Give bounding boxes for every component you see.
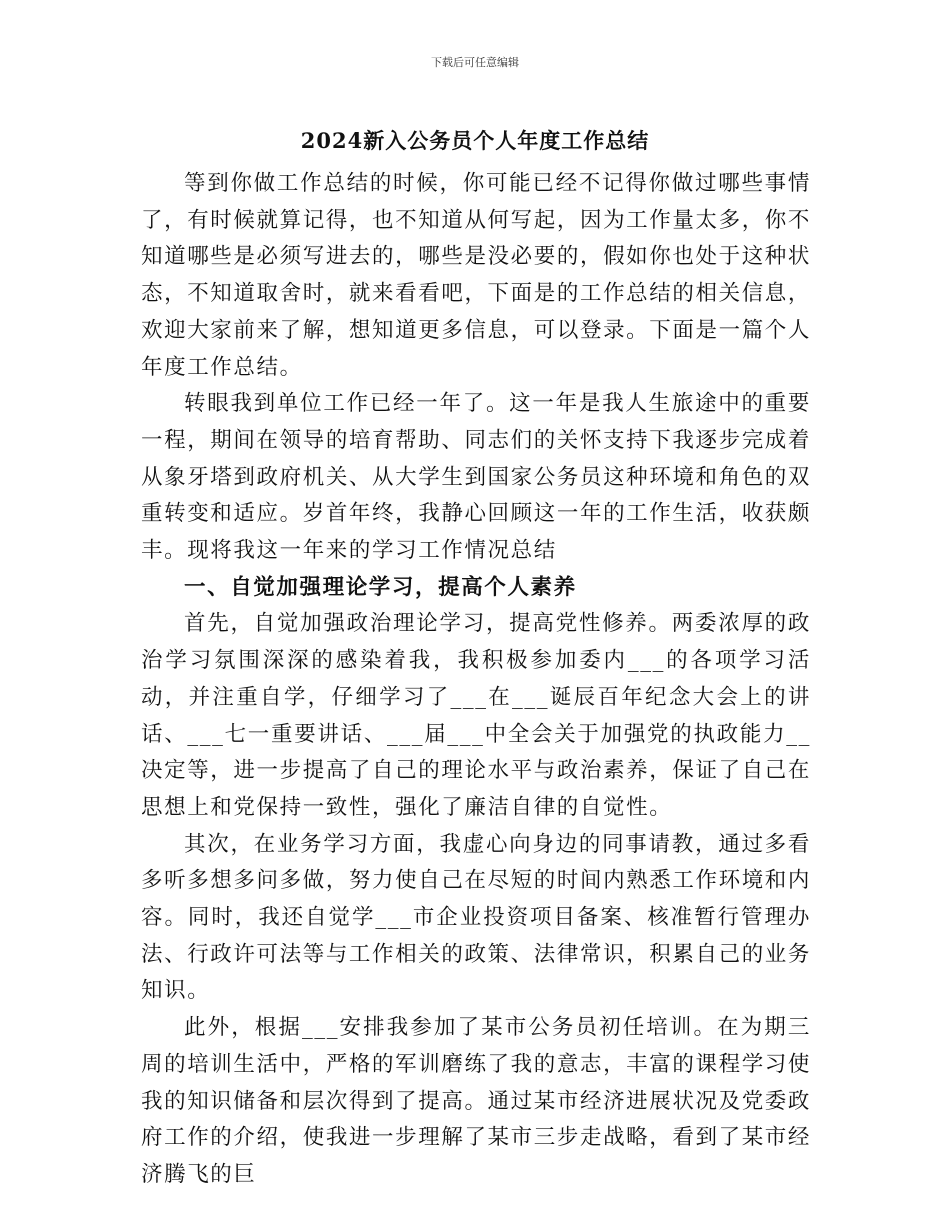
header-note: 下载后可任意编辑 bbox=[431, 56, 519, 69]
section-heading-1: 一、自觉加强理论学习，提高个人素养 bbox=[184, 574, 577, 600]
paragraph-overview: 转眼我到单位工作已经一年了。这一年是我人生旅途中的重要一程，期间在领导的培育帮助、同志们的关怀支持下我逐步完成着从象牙塔到政府机关、从大学生到国家公务员这种环境和角色的双重转变和适应。岁首年终，我静心回顾这一年的工作生活，收获颇丰。现将我这一年来的学习工作情况总结 bbox=[141, 391, 811, 564]
paragraph-training: 此外，根据___安排我参加了某市公务员初任培训。在为期三周的培训生活中，严格的军训磨练了我的意志，丰富的课程学习使我的知识储备和层次得到了提高。通过某市经济进展状况及党委政府工作的介绍，使我进一步理解了某市三步走战略，看到了某市经济腾飞的巨 bbox=[141, 1015, 811, 1187]
document-title: 2024新入公务员个人年度工作总结 bbox=[300, 128, 650, 153]
paragraph-intro: 等到你做工作总结的时候，你可能已经不记得你做过哪些事情了，有时候就算记得，也不知道从何写起，因为工作量太多，你不知道哪些是必须写进去的，哪些是没必要的，假如你也处于这种状态，不知道取舍时，就来看看吧，下面是的工作总结的相关信息，欢迎大家前来了解，想知道更多信息，可以登录。下面是一篇个人年度工作总结。 bbox=[141, 171, 811, 380]
document-body bbox=[141, 166, 811, 1194]
paragraph-business-study: 其次，在业务学习方面，我虚心向身边的同事请教，通过多看多听多想多问多做，努力使自己在尽短的时间内熟悉工作环境和内容。同时，我还自觉学___市企业投资项目备案、核准暂行管理办法、行政许可法等与工作相关的政策、法律常识，积累自己的业务知识。 bbox=[141, 831, 811, 1004]
paragraph-political-study: 首先，自觉加强政治理论学习，提高党性修养。两委浓厚的政治学习氛围深深的感染着我，我积极参加委内___的各项学习活动，并注重自学，仔细学习了___在___诞辰百年纪念大会上的讲话、___七一重要讲话、___届___中全会关于加强党的执政能力__决定等，进一步提高了自己的理论水平与政治素养，保证了自己在思想上和党保持一致性，强化了廉洁自律的自觉性。 bbox=[141, 611, 811, 820]
